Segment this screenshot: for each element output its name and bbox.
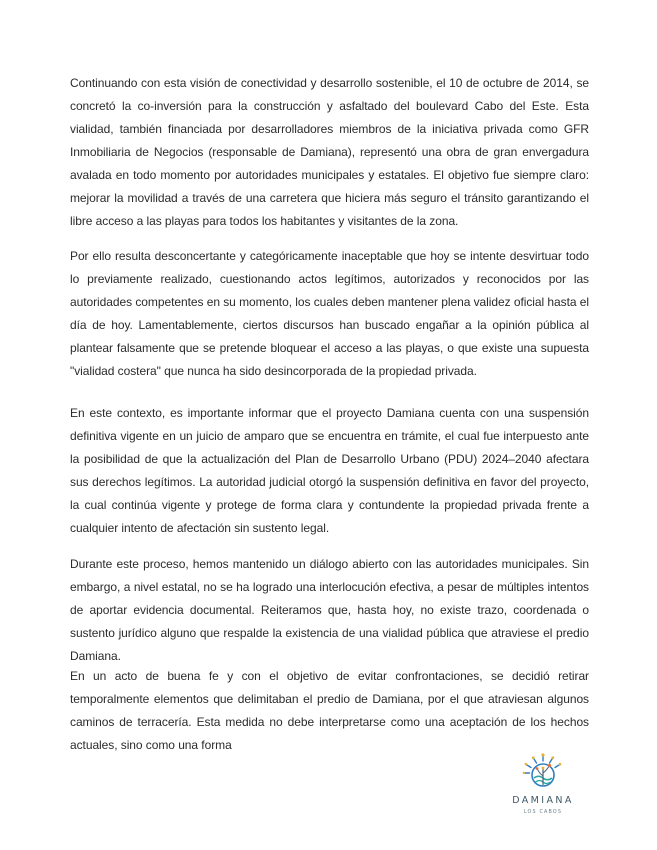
damiana-logo <box>498 752 588 832</box>
paragraph-2: Por ello resulta desconcertante y categóricamente inaceptable que hoy se intente desvirtuar todo lo previamente realizado, cuestionando actos legítimos, autorizados y reconocidos por las autoridades competentes en su momento, los cuales deben mantener plena validez oficial hasta el día de hoy. Lamentablemente, ciertos discursos han buscado engañar a la opinión pública al plantear falsamente que se pretende bloquear el acceso a las playas, o que existe una supuesta "vialidad costera" que nunca ha sido desincorporada de la propiedad privada. <box>70 249 589 378</box>
paragraph-4: Durante este proceso, hemos mantenido un diálogo abierto con las autoridades municipales. Sin embargo, a nivel estatal, no se ha logrado una interlocución efectiva, a pesar de múltiples intentos de aportar evidencia documental. Reiteramos que, hasta hoy, no existe trazo, coordenada o sustento jurídico alguno que respalde la existencia de una vialidad pública que atraviese el predio Damiana. <box>70 557 589 663</box>
paragraph-3: En este contexto, es importante informar que el proyecto Damiana cuenta con una suspensión definitiva vigente en un juicio de amparo que se encuentra en trámite, el cual fue interpuesto ante la posibilidad de que la actualización del Plan de Desarrollo Urbano (PDU) 2024–2040 afectara sus derechos legítimos. La autoridad judicial otorgó la suspensión definitiva en favor del proyecto, la cual continúa vigente y protege de forma clara y contundente la propiedad privada frente a cualquier intento de afectación sin sustento legal. <box>70 406 589 535</box>
logo-wordmark: DAMIANA <box>512 795 574 806</box>
paragraph-1: Continuando con esta visión de conectividad y desarrollo sostenible, el 10 de octubre de 2014, se concretó la co-inversión para la construcción y asfaltado del boulevard Cabo del Este. Esta vialidad, también financiada por desarrolladores miembros de la iniciativa privada como GFR Inmobiliaria de Negocios (responsable de Damiana), representó una obra de gran envergadura avalada en todo momento por autoridades municipales y estatales. El objetivo fue siempre claro: mejorar la movilidad a través de una carretera que hiciera más seguro el tránsito garantizando el libre acceso a las playas para todos los habitantes y visitantes de la zona. <box>70 76 589 228</box>
damiana-sun-emblem-icon <box>520 752 566 794</box>
paragraph-5: En un acto de buena fe y con el objetivo de evitar confrontaciones, se decidió retirar temporalmente elementos que delimitaban el predio de Damiana, por el que atraviesan algunos caminos de terracería. Esta medida no debe interpretarse como una aceptación de los hechos actuales, sino como una forma <box>70 669 589 752</box>
logo-subtitle: LOS CABOS <box>523 810 563 815</box>
